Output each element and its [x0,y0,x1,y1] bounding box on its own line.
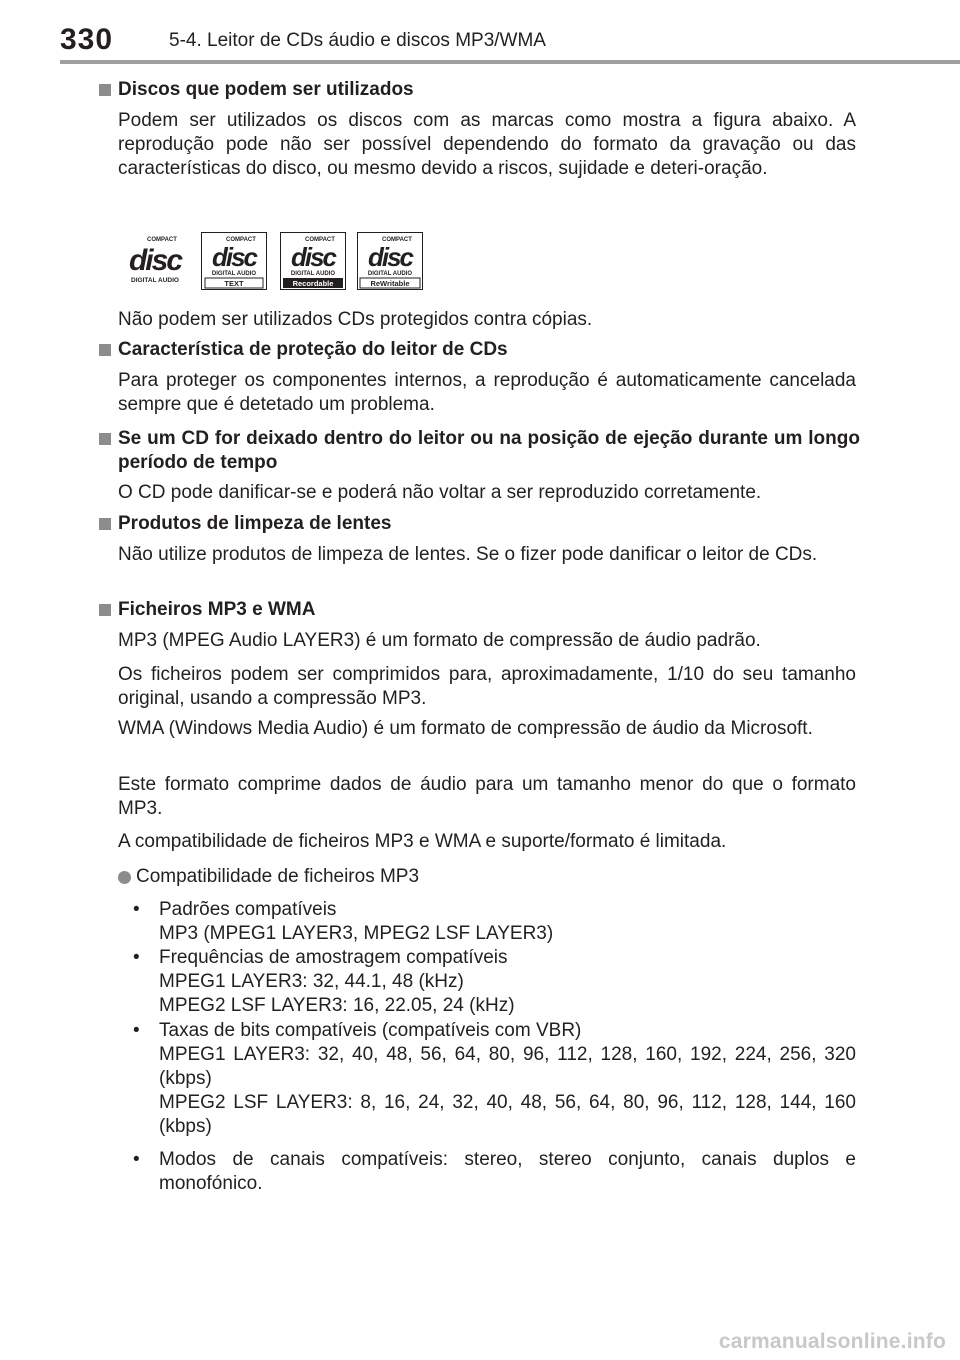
logo-variant-text: TEXT [224,279,244,288]
section-square-bullet-icon [99,604,111,616]
section-title: 5-4. Leitor de CDs áudio e discos MP3/WMA [169,30,546,51]
discs-paragraph: Podem ser utilizados os discos com as marcas como mostra a figura abaixo. A reprodução pode não ser possível dependendo do formato da gravação ou das características do disco, ou mesmo devido a riscos, sujidade e deteri-oração. [118,110,856,179]
section-square-bullet-icon [99,344,111,356]
left-cd-paragraph: O CD pode danificar-se e poderá não voltar a ser reproduzido corretamente. [118,482,762,503]
bullet-line: MPEG2 LSF LAYER3: 8, 16, 24, 32, 40, 48, 56, 64, 80, 96, 112, 128, 144, 160 (kbps) [159,1092,856,1137]
logo-digital-audio-text: DIGITAL AUDIO [367,271,413,277]
bullet-line: Frequências de amostragem compatíveis [159,947,508,968]
bullet-standards [159,898,856,946]
cd-logo-rewritable [357,232,423,290]
page-header [0,0,960,72]
bullet-line: Taxas de bits compatíveis (compatíveis com VBR) [159,1020,582,1041]
round-bullet-icon [118,871,131,884]
logo-digital-audio-text: DIGITAL AUDIO [211,271,257,277]
logo-compact-text: COMPACT [147,237,177,243]
logo-compact-text: COMPACT [226,237,256,243]
section-square-bullet-icon [99,433,111,445]
section-square-bullet-icon [99,84,111,96]
copy-protected-note: Não podem ser utilizados CDs protegidos contra cópias. [118,309,593,330]
watermark: carmanualsonline.info [718,1330,946,1353]
bullet-dot: • [133,899,140,920]
bullet-line: MPEG2 LSF LAYER3: 16, 22.05, 24 (kHz) [159,995,515,1016]
logo-compact-text: COMPACT [305,237,335,243]
mp3wma-paragraph-1: MP3 (MPEG Audio LAYER3) é um formato de compressão de áudio padrão. [118,630,761,651]
heading-cleaning: Produtos de limpeza de lentes [118,513,392,534]
bullet-channel-modes: Modos de canais compatíveis: stereo, stereo conjunto, canais duplos e monofónico. [159,1149,856,1194]
logo-digital-audio-text: DIGITAL AUDIO [290,271,336,277]
page-number: 330 [60,23,114,56]
bullet-dot: • [133,947,140,968]
heading-mp3-wma: Ficheiros MP3 e WMA [118,599,316,620]
mp3wma-paragraph-4: Este formato comprime dados de áudio para um tamanho menor do que o formato MP3. [118,774,856,819]
logo-variant-text: ReWritable [370,279,410,288]
cd-logo-recordable [280,232,346,290]
cd-logo-digital-audio [122,232,188,290]
bullet-sampling-frequencies [159,946,856,1018]
bullet-line: Padrões compatíveis [159,899,337,920]
mp3wma-paragraph-3: WMA (Windows Media Audio) é um formato de compressão de áudio da Microsoft. [118,718,813,739]
logo-digital-audio-text: DIGITAL AUDIO [131,277,179,284]
logo-disc-mark: disc [290,242,336,272]
logo-compact-text: COMPACT [382,237,412,243]
bullet-line: MPEG1 LAYER3: 32, 40, 48, 56, 64, 80, 96, 112, 128, 160, 192, 224, 256, 320 (kbps) [159,1044,856,1089]
bullet-bitrates [159,1019,856,1139]
cd-logo-text [201,232,267,290]
heading-left-cd: Se um CD for deixado dentro do leitor ou na posição de ejeção durante um longo período de tempo [118,428,860,473]
heading-protection: Característica de proteção do leitor de CDs [118,339,508,360]
logo-disc-mark: disc [367,242,413,272]
bullet-line: MP3 (MPEG1 LAYER3, MPEG2 LSF LAYER3) [159,923,554,944]
bullet-line: MPEG1 LAYER3: 32, 44.1, 48 (kHz) [159,971,464,992]
mp3wma-paragraph-5: A compatibilidade de ficheiros MP3 e WMA e suporte/formato é limitada. [118,831,727,852]
mp3wma-paragraph-2: Os ficheiros podem ser comprimidos para, aproximadamente, 1/10 do seu tamanho original, usando a compressão MP3. [118,664,856,709]
logo-disc-mark: disc [211,242,257,272]
heading-discs: Discos que podem ser utilizados [118,79,414,100]
header-rule [60,60,960,64]
logo-disc-mark: disc [128,244,182,277]
mp3-compat-subheading: Compatibilidade de ficheiros MP3 [136,866,420,887]
logo-variant-text: Recordable [292,279,334,288]
bullet-dot: • [133,1020,140,1041]
cleaning-paragraph: Não utilize produtos de limpeza de lentes. Se o fizer pode danificar o leitor de CDs. [118,544,818,565]
bullet-dot: • [133,1149,140,1170]
protection-paragraph: Para proteger os componentes internos, a reprodução é automaticamente cancelada sempre que é detetado um problema. [118,370,856,415]
section-square-bullet-icon [99,518,111,530]
